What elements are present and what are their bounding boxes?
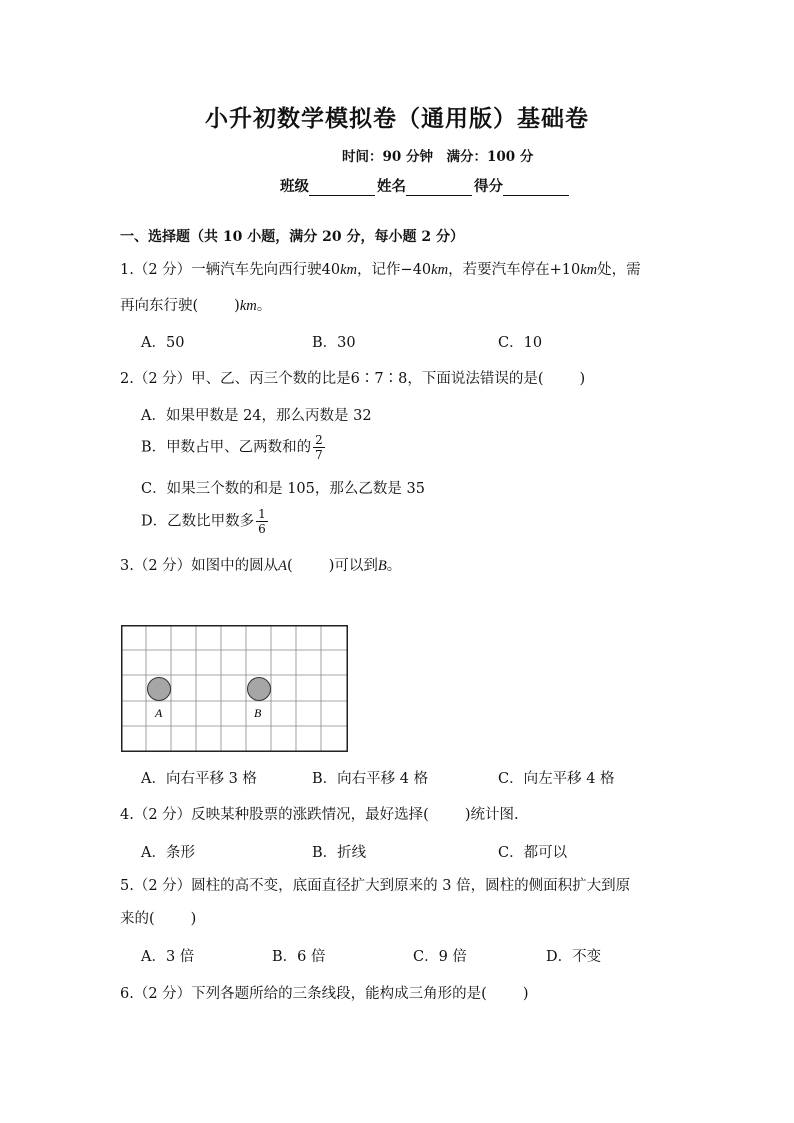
q4-option-c[interactable]: C．都可以 bbox=[498, 845, 568, 861]
student-info bbox=[280, 175, 571, 196]
page-title: 小升初数学模拟卷（通用版）基础卷 bbox=[205, 105, 589, 132]
class-field[interactable] bbox=[309, 180, 375, 196]
fraction: $\frac{1}{6}$ bbox=[258, 507, 266, 536]
q1-option-a[interactable]: A．50 bbox=[141, 335, 185, 351]
grid-svg bbox=[121, 625, 348, 752]
q3-option-b[interactable]: B．向右平移 4 格 bbox=[312, 771, 429, 787]
label-a: A bbox=[155, 706, 163, 720]
q1-option-c[interactable]: C．10 bbox=[498, 335, 543, 351]
grid-figure bbox=[121, 625, 348, 752]
question-1-line-2: 再向东行驶( )km。 bbox=[120, 298, 272, 314]
question-5-line-1: 5.（2 分）圆柱的高不变，底面直径扩大到原来的 3 倍，圆柱的侧面积扩大到原 bbox=[120, 878, 631, 894]
q4-option-b[interactable]: B．折线 bbox=[312, 845, 367, 861]
fraction: $\frac{2}{7}$ bbox=[315, 433, 323, 462]
question-3-stem: 3.（2 分）如图中的圆从A( )可以到B。 bbox=[120, 558, 402, 574]
q5-option-b[interactable]: B．6 倍 bbox=[272, 949, 326, 965]
q4-option-a[interactable]: A．条形 bbox=[141, 845, 195, 861]
question-5-line-2: 来的( ) bbox=[120, 911, 197, 927]
q2-option-c[interactable]: C．如果三个数的和是 105，那么乙数是 35 bbox=[141, 481, 425, 497]
score-field[interactable] bbox=[503, 180, 569, 196]
score-label: 得分 bbox=[474, 178, 503, 195]
circle-a bbox=[148, 678, 171, 701]
label-b: B bbox=[254, 706, 262, 720]
question-4-stem: 4.（2 分）反映某种股票的涨跌情况，最好选择( )统计图. bbox=[120, 807, 519, 823]
name-label: 姓名 bbox=[377, 178, 406, 195]
q5-option-a[interactable]: A．3 倍 bbox=[141, 949, 195, 965]
q3-option-c[interactable]: C．向左平移 4 格 bbox=[498, 771, 615, 787]
q5-option-c[interactable]: C．9 倍 bbox=[413, 949, 467, 965]
q5-option-d[interactable]: D．不变 bbox=[546, 949, 602, 965]
q3-option-a[interactable]: A．向右平移 3 格 bbox=[141, 771, 257, 787]
q2-option-b[interactable]: B．甲数占甲、乙两数和的 $\frac{2}{7}$ bbox=[141, 433, 323, 462]
q2-option-d[interactable]: D．乙数比甲数多 $\frac{1}{6}$ bbox=[141, 507, 266, 536]
q2-option-a[interactable]: A．如果甲数是 24，那么丙数是 32 bbox=[141, 408, 372, 424]
name-field[interactable] bbox=[406, 180, 472, 196]
question-6-stem: 6.（2 分）下列各题所给的三条线段，能构成三角形的是( ) bbox=[120, 986, 529, 1002]
q1-option-b[interactable]: B．30 bbox=[312, 335, 356, 351]
class-label: 班级 bbox=[280, 178, 309, 195]
question-1-line-1: 1.（2 分）一辆汽车先向西行驶40km，记作−40km，若要汽车停在+10km处，需 bbox=[120, 262, 641, 278]
question-2-stem: 2.（2 分）甲、乙、丙三个数的比是6∶7∶8，下面说法错误的是( ) bbox=[120, 371, 586, 387]
circle-b bbox=[248, 678, 271, 701]
section-heading: 一、选择题（共 10 小题，满分 20 分，每小题 2 分） bbox=[120, 229, 464, 245]
exam-meta: 时间：90 分钟 满分：100 分 bbox=[342, 149, 534, 165]
